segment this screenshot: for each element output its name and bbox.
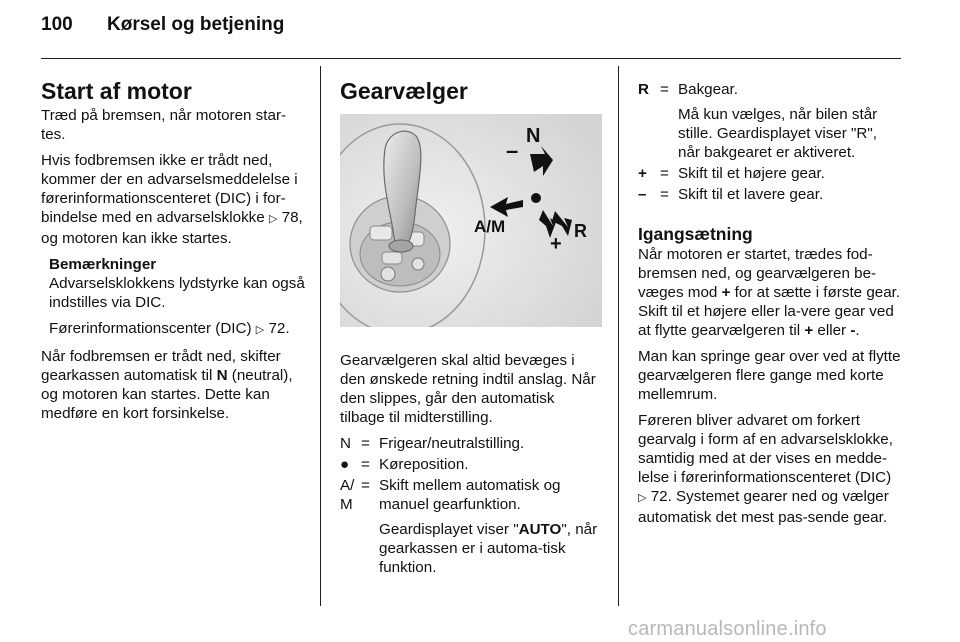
list-item: A/ M = Skift mellem automatisk og manuel gearfunktion. Geardisplayet viser "AUTO", når gearkassen er i automa-tisk funktion. [340,476,602,577]
note-ref: Førerinformationscenter (DIC) ▷ 72. [49,320,290,337]
gear-label-n: N [526,125,541,147]
heading-gear-selector: Gearvælger [340,78,468,104]
paragraph: Træd på bremsen, når motoren star-tes. [41,107,287,143]
paragraph: Føreren bliver advaret om forkert gearvalg i form af en advarselsklokke, samtidig med at der vises en medde-lelse i førerinformationscenteret (DIC) ▷ 72. Systemet gearer ned og vælger automatisk det mest pas-sende gear. [638,412,893,526]
note-box [41,255,305,340]
list-item: + = Skift til et højere gear. [638,165,825,182]
page-number: 100 [41,14,73,35]
note-text: Advarselsklokkens lydstyrke kan også indstilles via DIC. [49,275,305,311]
list-item: N = Frigear/neutralstilling. [340,435,525,452]
paragraph: Når fodbremsen er trådt ned, skifter gearkassen automatisk til N (neutral), og motoren kan startes. Dette kan medføre en kort forsinkelse. [41,348,293,422]
gear-label-am: A/M [474,217,506,236]
watermark: carmanualsonline.info [628,618,827,640]
column-gear-selector [340,78,602,583]
gear-selector-illustration [340,114,602,327]
page-ref-icon: ▷ [638,492,647,504]
gear-positions-list-cont [638,80,902,204]
paragraph: Når motoren er startet, trædes fod-bremsen ned, og gearvælgeren be-væges mod + for at sætte i første gear. Skift til et højere eller la-vere gear ved at flytte gearvælgeren til + eller -. [638,246,901,339]
page-header [41,14,284,36]
gear-label-minus: – [506,138,519,163]
header-rule [41,58,901,59]
list-item: ● = Køreposition. [340,456,469,473]
sub-text: Må kun vælges, når bilen står stille. Geardisplayet viser "R", når bakgearet er aktiveret. [678,106,878,161]
paragraph: Man kan springe gear over ved at flytte gearvælgeren flere gange med korte mellemrum. [638,348,901,403]
heading-start-driving: Igangsætning [638,224,753,244]
gear-label-r: R [574,221,587,241]
note-title: Bemærkninger [49,256,157,273]
gear-label-plus: + [550,233,562,255]
column-start-engine [41,78,305,430]
list-item: R = Bakgear. Må kun vælges, når bilen står stille. Geardisplayet viser "R", når bakgearet er aktiveret. [638,80,902,162]
column-start-driving [638,80,902,534]
paragraph: Hvis fodbremsen ikke er trådt ned, kommer der en advarselsmeddelelse i førerinformationscenteret (DIC) i for-bindelse med en advarselsklokke ▷ 78, og motoren kan ikke startes. [41,152,303,247]
list-item: – = Skift til et lavere gear. [638,186,824,203]
section-title: Kørsel og betjening [107,14,285,35]
gear-positions-list [340,434,602,577]
column-divider-2 [618,66,619,606]
sub-text: Geardisplayet viser "AUTO", når gearkassen er i automa-tisk funktion. [379,521,598,576]
page-ref-icon: ▷ [268,213,278,225]
column-divider-1 [320,66,321,606]
heading-start-engine: Start af motor [41,78,192,104]
page-ref-icon: ▷ [255,324,265,336]
paragraph: Gearvælgeren skal altid bevæges i den ønskede retning indtil anslag. Når den slippes, går den automatisk tilbage til midterstilling. [340,352,596,426]
